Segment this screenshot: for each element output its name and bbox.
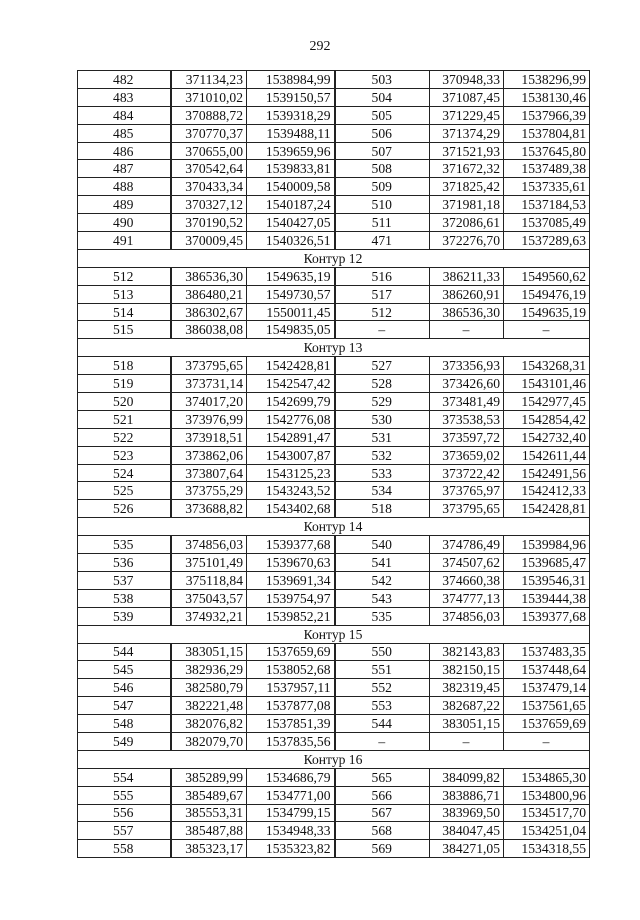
point-number-cell: 567	[335, 804, 430, 822]
x-coordinate-cell: 373795,65	[430, 500, 504, 518]
table-row	[78, 321, 590, 339]
table-row	[78, 267, 590, 285]
y-coordinate-cell: 1550011,45	[247, 303, 335, 321]
y-coordinate-cell: 1537835,56	[247, 732, 335, 750]
table-row	[78, 840, 590, 858]
x-coordinate-cell: 374660,38	[430, 571, 504, 589]
point-number-cell: 544	[78, 643, 171, 661]
x-coordinate-cell: 385553,31	[171, 804, 247, 822]
x-coordinate-cell: 385487,88	[171, 822, 247, 840]
y-coordinate-cell: –	[504, 321, 590, 339]
y-coordinate-cell: 1537184,53	[504, 196, 590, 214]
x-coordinate-cell: 375118,84	[171, 571, 247, 589]
y-coordinate-cell: 1542428,81	[247, 357, 335, 375]
x-coordinate-cell: 373862,06	[171, 446, 247, 464]
x-coordinate-cell: 375043,57	[171, 589, 247, 607]
point-number-cell: 503	[335, 71, 430, 89]
y-coordinate-cell: 1540009,58	[247, 178, 335, 196]
x-coordinate-cell: 386038,08	[171, 321, 247, 339]
table-row	[78, 285, 590, 303]
point-number-cell: 516	[335, 267, 430, 285]
point-number-cell: 540	[335, 536, 430, 554]
y-coordinate-cell: 1539852,21	[247, 607, 335, 625]
section-title: Контур 15	[78, 625, 590, 643]
point-number-cell: 511	[335, 214, 430, 232]
point-number-cell: 526	[78, 500, 171, 518]
table-row	[78, 589, 590, 607]
y-coordinate-cell: 1537335,61	[504, 178, 590, 196]
x-coordinate-cell: 373538,53	[430, 410, 504, 428]
point-number-cell: 515	[78, 321, 171, 339]
x-coordinate-cell: 382076,82	[171, 715, 247, 733]
y-coordinate-cell: 1542547,42	[247, 375, 335, 393]
y-coordinate-cell: 1537448,64	[504, 661, 590, 679]
point-number-cell: 514	[78, 303, 171, 321]
y-coordinate-cell: 1537645,80	[504, 142, 590, 160]
point-number-cell: 555	[78, 786, 171, 804]
table-row	[78, 196, 590, 214]
point-number-cell: 505	[335, 106, 430, 124]
table-row	[78, 732, 590, 750]
coordinates-table-body	[78, 71, 590, 858]
table-row	[78, 822, 590, 840]
point-number-cell: 530	[335, 410, 430, 428]
table-row	[78, 88, 590, 106]
section-header-row	[78, 625, 590, 643]
x-coordinate-cell: 385289,99	[171, 768, 247, 786]
y-coordinate-cell: 1540427,05	[247, 214, 335, 232]
point-number-cell: 509	[335, 178, 430, 196]
table-row	[78, 160, 590, 178]
y-coordinate-cell: 1542428,81	[504, 500, 590, 518]
x-coordinate-cell: 382150,15	[430, 661, 504, 679]
x-coordinate-cell: 383051,15	[430, 715, 504, 733]
y-coordinate-cell: 1537483,35	[504, 643, 590, 661]
x-coordinate-cell: 383886,71	[430, 786, 504, 804]
section-header-row	[78, 518, 590, 536]
x-coordinate-cell: 386536,30	[430, 303, 504, 321]
point-number-cell: 551	[335, 661, 430, 679]
point-number-cell: 490	[78, 214, 171, 232]
point-number-cell: 510	[335, 196, 430, 214]
y-coordinate-cell: 1537659,69	[504, 715, 590, 733]
point-number-cell: –	[335, 732, 430, 750]
table-row	[78, 375, 590, 393]
x-coordinate-cell: 373597,72	[430, 428, 504, 446]
point-number-cell: 491	[78, 232, 171, 250]
x-coordinate-cell: 372276,70	[430, 232, 504, 250]
y-coordinate-cell: 1539488,11	[247, 124, 335, 142]
table-row	[78, 786, 590, 804]
y-coordinate-cell: 1537489,38	[504, 160, 590, 178]
x-coordinate-cell: 370009,45	[171, 232, 247, 250]
point-number-cell: 486	[78, 142, 171, 160]
x-coordinate-cell: 386302,67	[171, 303, 247, 321]
table-row	[78, 804, 590, 822]
y-coordinate-cell: 1549635,19	[247, 267, 335, 285]
section-title: Контур 14	[78, 518, 590, 536]
x-coordinate-cell: 370655,00	[171, 142, 247, 160]
x-coordinate-cell: 373918,51	[171, 428, 247, 446]
x-coordinate-cell: 374777,13	[430, 589, 504, 607]
point-number-cell: 566	[335, 786, 430, 804]
y-coordinate-cell: 1549835,05	[247, 321, 335, 339]
point-number-cell: 535	[78, 536, 171, 554]
point-number-cell: 539	[78, 607, 171, 625]
y-coordinate-cell: 1537659,69	[247, 643, 335, 661]
y-coordinate-cell: 1539318,29	[247, 106, 335, 124]
y-coordinate-cell: 1543101,46	[504, 375, 590, 393]
x-coordinate-cell: 371229,45	[430, 106, 504, 124]
x-coordinate-cell: 370770,37	[171, 124, 247, 142]
x-coordinate-cell: 373755,29	[171, 482, 247, 500]
y-coordinate-cell: 1538130,46	[504, 88, 590, 106]
section-header-row	[78, 249, 590, 267]
y-coordinate-cell: 1538052,68	[247, 661, 335, 679]
point-number-cell: 483	[78, 88, 171, 106]
y-coordinate-cell: 1542732,40	[504, 428, 590, 446]
section-title: Контур 16	[78, 750, 590, 768]
table-row	[78, 500, 590, 518]
point-number-cell: 565	[335, 768, 430, 786]
x-coordinate-cell: 382936,29	[171, 661, 247, 679]
point-number-cell: 532	[335, 446, 430, 464]
point-number-cell: 542	[335, 571, 430, 589]
x-coordinate-cell: 384271,05	[430, 840, 504, 858]
section-title: Контур 12	[78, 249, 590, 267]
y-coordinate-cell: 1542977,45	[504, 393, 590, 411]
y-coordinate-cell: 1539984,96	[504, 536, 590, 554]
y-coordinate-cell: 1534318,55	[504, 840, 590, 858]
table-row	[78, 428, 590, 446]
table-row	[78, 446, 590, 464]
y-coordinate-cell: 1539685,47	[504, 554, 590, 572]
x-coordinate-cell: 386480,21	[171, 285, 247, 303]
point-number-cell: 554	[78, 768, 171, 786]
table-row	[78, 142, 590, 160]
point-number-cell: 529	[335, 393, 430, 411]
table-row	[78, 571, 590, 589]
point-number-cell: 489	[78, 196, 171, 214]
point-number-cell: 553	[335, 697, 430, 715]
x-coordinate-cell: 373481,49	[430, 393, 504, 411]
x-coordinate-cell: 371087,45	[430, 88, 504, 106]
x-coordinate-cell: 386536,30	[171, 267, 247, 285]
point-number-cell: 536	[78, 554, 171, 572]
x-coordinate-cell: 373722,42	[430, 464, 504, 482]
x-coordinate-cell: 373659,02	[430, 446, 504, 464]
y-coordinate-cell: 1542776,08	[247, 410, 335, 428]
x-coordinate-cell: 371374,29	[430, 124, 504, 142]
x-coordinate-cell: 370327,12	[171, 196, 247, 214]
point-number-cell: 471	[335, 232, 430, 250]
y-coordinate-cell: 1537804,81	[504, 124, 590, 142]
point-number-cell: 528	[335, 375, 430, 393]
x-coordinate-cell: 371521,93	[430, 142, 504, 160]
x-coordinate-cell: 370948,33	[430, 71, 504, 89]
table-row	[78, 679, 590, 697]
table-row	[78, 661, 590, 679]
table-row	[78, 464, 590, 482]
table-row	[78, 482, 590, 500]
x-coordinate-cell: 385489,67	[171, 786, 247, 804]
table-row	[78, 554, 590, 572]
x-coordinate-cell: 370888,72	[171, 106, 247, 124]
page-number: 292	[309, 39, 331, 54]
point-number-cell: –	[335, 321, 430, 339]
x-coordinate-cell: –	[430, 732, 504, 750]
y-coordinate-cell: 1543007,87	[247, 446, 335, 464]
y-coordinate-cell: 1539444,38	[504, 589, 590, 607]
section-header-row	[78, 750, 590, 768]
x-coordinate-cell: 373807,64	[171, 464, 247, 482]
y-coordinate-cell: 1535323,82	[247, 840, 335, 858]
y-coordinate-cell: 1539150,57	[247, 88, 335, 106]
table-row	[78, 536, 590, 554]
x-coordinate-cell: 374932,21	[171, 607, 247, 625]
table-row	[78, 393, 590, 411]
x-coordinate-cell: 371981,18	[430, 196, 504, 214]
table-row	[78, 715, 590, 733]
point-number-cell: 512	[78, 267, 171, 285]
y-coordinate-cell: 1539377,68	[504, 607, 590, 625]
point-number-cell: 488	[78, 178, 171, 196]
point-number-cell: 557	[78, 822, 171, 840]
x-coordinate-cell: 373976,99	[171, 410, 247, 428]
y-coordinate-cell: 1534865,30	[504, 768, 590, 786]
table-row	[78, 607, 590, 625]
x-coordinate-cell: 385323,17	[171, 840, 247, 858]
point-number-cell: 482	[78, 71, 171, 89]
y-coordinate-cell: 1537561,65	[504, 697, 590, 715]
table-row	[78, 410, 590, 428]
point-number-cell: 548	[78, 715, 171, 733]
y-coordinate-cell: 1537289,63	[504, 232, 590, 250]
y-coordinate-cell: 1534948,33	[247, 822, 335, 840]
y-coordinate-cell: 1537877,08	[247, 697, 335, 715]
x-coordinate-cell: 382143,83	[430, 643, 504, 661]
point-number-cell: 552	[335, 679, 430, 697]
point-number-cell: 522	[78, 428, 171, 446]
y-coordinate-cell: 1539377,68	[247, 536, 335, 554]
y-coordinate-cell: 1543268,31	[504, 357, 590, 375]
table-row	[78, 303, 590, 321]
point-number-cell: 537	[78, 571, 171, 589]
y-coordinate-cell: 1549476,19	[504, 285, 590, 303]
x-coordinate-cell: 370190,52	[171, 214, 247, 232]
y-coordinate-cell: 1539691,34	[247, 571, 335, 589]
x-coordinate-cell: –	[430, 321, 504, 339]
point-number-cell: 535	[335, 607, 430, 625]
y-coordinate-cell: 1543125,23	[247, 464, 335, 482]
y-coordinate-cell: 1542699,79	[247, 393, 335, 411]
y-coordinate-cell: 1542611,44	[504, 446, 590, 464]
y-coordinate-cell: 1549730,57	[247, 285, 335, 303]
section-header-row	[78, 339, 590, 357]
x-coordinate-cell: 373795,65	[171, 357, 247, 375]
y-coordinate-cell: 1542412,33	[504, 482, 590, 500]
x-coordinate-cell: 371825,42	[430, 178, 504, 196]
y-coordinate-cell: 1539659,96	[247, 142, 335, 160]
point-number-cell: 543	[335, 589, 430, 607]
x-coordinate-cell: 374507,62	[430, 554, 504, 572]
y-coordinate-cell: –	[504, 732, 590, 750]
table-row	[78, 768, 590, 786]
point-number-cell: 550	[335, 643, 430, 661]
x-coordinate-cell: 374786,49	[430, 536, 504, 554]
point-number-cell: 549	[78, 732, 171, 750]
point-number-cell: 534	[335, 482, 430, 500]
section-title: Контур 13	[78, 339, 590, 357]
y-coordinate-cell: 1538984,99	[247, 71, 335, 89]
point-number-cell: 558	[78, 840, 171, 858]
point-number-cell: 518	[78, 357, 171, 375]
point-number-cell: 513	[78, 285, 171, 303]
y-coordinate-cell: 1539670,63	[247, 554, 335, 572]
y-coordinate-cell: 1534771,00	[247, 786, 335, 804]
point-number-cell: 556	[78, 804, 171, 822]
y-coordinate-cell: 1534686,79	[247, 768, 335, 786]
y-coordinate-cell: 1537957,11	[247, 679, 335, 697]
table-row	[78, 178, 590, 196]
point-number-cell: 512	[335, 303, 430, 321]
point-number-cell: 531	[335, 428, 430, 446]
point-number-cell: 485	[78, 124, 171, 142]
point-number-cell: 541	[335, 554, 430, 572]
x-coordinate-cell: 382687,22	[430, 697, 504, 715]
x-coordinate-cell: 372086,61	[430, 214, 504, 232]
table-row	[78, 232, 590, 250]
y-coordinate-cell: 1534517,70	[504, 804, 590, 822]
y-coordinate-cell: 1542854,42	[504, 410, 590, 428]
y-coordinate-cell: 1539754,97	[247, 589, 335, 607]
point-number-cell: 538	[78, 589, 171, 607]
x-coordinate-cell: 384047,45	[430, 822, 504, 840]
table-row	[78, 124, 590, 142]
point-number-cell: 487	[78, 160, 171, 178]
point-number-cell: 544	[335, 715, 430, 733]
table-row	[78, 214, 590, 232]
y-coordinate-cell: 1534799,15	[247, 804, 335, 822]
x-coordinate-cell: 382580,79	[171, 679, 247, 697]
point-number-cell: 506	[335, 124, 430, 142]
x-coordinate-cell: 373765,97	[430, 482, 504, 500]
y-coordinate-cell: 1539833,81	[247, 160, 335, 178]
x-coordinate-cell: 382319,45	[430, 679, 504, 697]
y-coordinate-cell: 1543243,52	[247, 482, 335, 500]
point-number-cell: 504	[335, 88, 430, 106]
y-coordinate-cell: 1540187,24	[247, 196, 335, 214]
y-coordinate-cell: 1534251,04	[504, 822, 590, 840]
x-coordinate-cell: 375101,49	[171, 554, 247, 572]
x-coordinate-cell: 383051,15	[171, 643, 247, 661]
x-coordinate-cell: 384099,82	[430, 768, 504, 786]
table-row	[78, 643, 590, 661]
x-coordinate-cell: 373688,82	[171, 500, 247, 518]
y-coordinate-cell: 1539546,31	[504, 571, 590, 589]
point-number-cell: 524	[78, 464, 171, 482]
point-number-cell: 523	[78, 446, 171, 464]
point-number-cell: 521	[78, 410, 171, 428]
x-coordinate-cell: 373731,14	[171, 375, 247, 393]
table-row	[78, 357, 590, 375]
point-number-cell: 508	[335, 160, 430, 178]
x-coordinate-cell: 374856,03	[171, 536, 247, 554]
x-coordinate-cell: 382221,48	[171, 697, 247, 715]
x-coordinate-cell: 374017,20	[171, 393, 247, 411]
x-coordinate-cell: 371010,02	[171, 88, 247, 106]
y-coordinate-cell: 1542891,47	[247, 428, 335, 446]
y-coordinate-cell: 1537966,39	[504, 106, 590, 124]
point-number-cell: 519	[78, 375, 171, 393]
x-coordinate-cell: 370433,34	[171, 178, 247, 196]
y-coordinate-cell: 1537851,39	[247, 715, 335, 733]
table-row	[78, 71, 590, 89]
y-coordinate-cell: 1543402,68	[247, 500, 335, 518]
coordinates-table	[77, 70, 590, 858]
point-number-cell: 547	[78, 697, 171, 715]
x-coordinate-cell: 373426,60	[430, 375, 504, 393]
point-number-cell: 569	[335, 840, 430, 858]
point-number-cell: 545	[78, 661, 171, 679]
x-coordinate-cell: 371134,23	[171, 71, 247, 89]
point-number-cell: 525	[78, 482, 171, 500]
x-coordinate-cell: 386211,33	[430, 267, 504, 285]
point-number-cell: 568	[335, 822, 430, 840]
y-coordinate-cell: 1534800,96	[504, 786, 590, 804]
point-number-cell: 527	[335, 357, 430, 375]
y-coordinate-cell: 1549560,62	[504, 267, 590, 285]
x-coordinate-cell: 383969,50	[430, 804, 504, 822]
table-row	[78, 106, 590, 124]
point-number-cell: 518	[335, 500, 430, 518]
x-coordinate-cell: 371672,32	[430, 160, 504, 178]
point-number-cell: 517	[335, 285, 430, 303]
x-coordinate-cell: 382079,70	[171, 732, 247, 750]
point-number-cell: 484	[78, 106, 171, 124]
y-coordinate-cell: 1537085,49	[504, 214, 590, 232]
y-coordinate-cell: 1542491,56	[504, 464, 590, 482]
y-coordinate-cell: 1540326,51	[247, 232, 335, 250]
x-coordinate-cell: 374856,03	[430, 607, 504, 625]
point-number-cell: 533	[335, 464, 430, 482]
point-number-cell: 546	[78, 679, 171, 697]
table-row	[78, 697, 590, 715]
y-coordinate-cell: 1549635,19	[504, 303, 590, 321]
point-number-cell: 507	[335, 142, 430, 160]
x-coordinate-cell: 370542,64	[171, 160, 247, 178]
x-coordinate-cell: 373356,93	[430, 357, 504, 375]
x-coordinate-cell: 386260,91	[430, 285, 504, 303]
y-coordinate-cell: 1537479,14	[504, 679, 590, 697]
point-number-cell: 520	[78, 393, 171, 411]
y-coordinate-cell: 1538296,99	[504, 71, 590, 89]
